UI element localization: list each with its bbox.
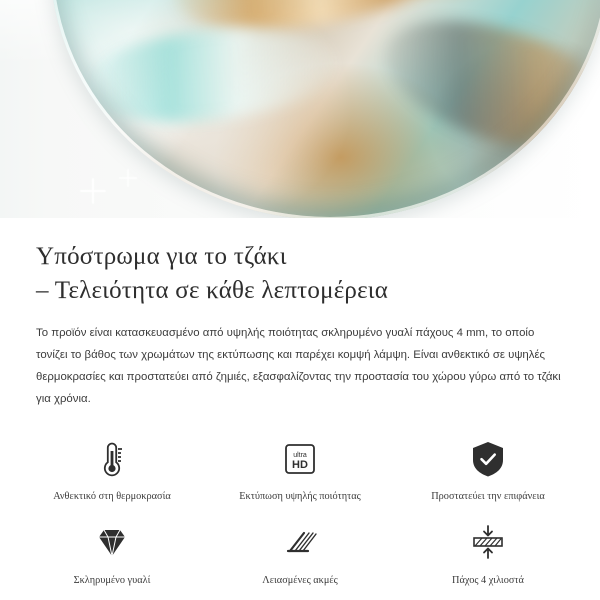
thermometer-icon	[92, 436, 132, 482]
feature-label: Προστατεύει την επιφάνεια	[431, 491, 545, 503]
feature-grid	[0, 410, 600, 593]
ultra-hd-icon	[278, 436, 322, 482]
feature-label: Πάχος 4 χιλιοστά	[452, 574, 524, 586]
page-title	[0, 218, 600, 308]
description-text: Το προϊόν είναι κατασκευασμένο από υψηλής ποιότητας σκληρυμένο γυαλί πάχους 4 mm, το οποίο τονίζει το βάθος των χρωμάτων της εκτύπωσης και παρέχει κομψή λάμψη. Είναι ανθεκτικό σε υψηλές θερμοκρασίες και προστατεύει από ζημιές, εξασφαλίζοντας την προστασία του χώρου γύρω από το τζάκι για χρόνια.	[36, 326, 561, 406]
feature-label: Ανθεκτικό στη θερμοκρασία	[53, 491, 171, 503]
svg-text:ultra: ultra	[293, 452, 307, 460]
feature-item-print-quality	[206, 432, 394, 509]
svg-text:HD: HD	[292, 459, 308, 472]
headline-line-2: – Τελειότητα σε κάθε λεπτομέρεια	[36, 276, 389, 304]
shield-check-icon	[466, 436, 510, 482]
feature-item-tempered-glass	[18, 516, 206, 593]
content-section	[0, 218, 600, 593]
feature-label: Εκτύπωση υψηλής ποιότητας	[239, 491, 361, 503]
feature-item-thickness	[394, 516, 582, 593]
hero-image	[0, 0, 600, 218]
feature-item-surface-protection	[394, 432, 582, 509]
headline-line-1: Υπόστρωμα για το τζάκι	[36, 243, 287, 270]
feature-label: Λειασμένες ακμές	[262, 574, 338, 586]
diamond-icon	[90, 520, 134, 566]
thickness-arrows-icon	[466, 520, 510, 566]
feature-item-polished-edges	[206, 516, 394, 593]
feature-item-temperature	[18, 432, 206, 509]
feature-label: Σκληρυμένο γυαλί	[73, 574, 151, 586]
polished-edges-icon	[278, 520, 322, 566]
